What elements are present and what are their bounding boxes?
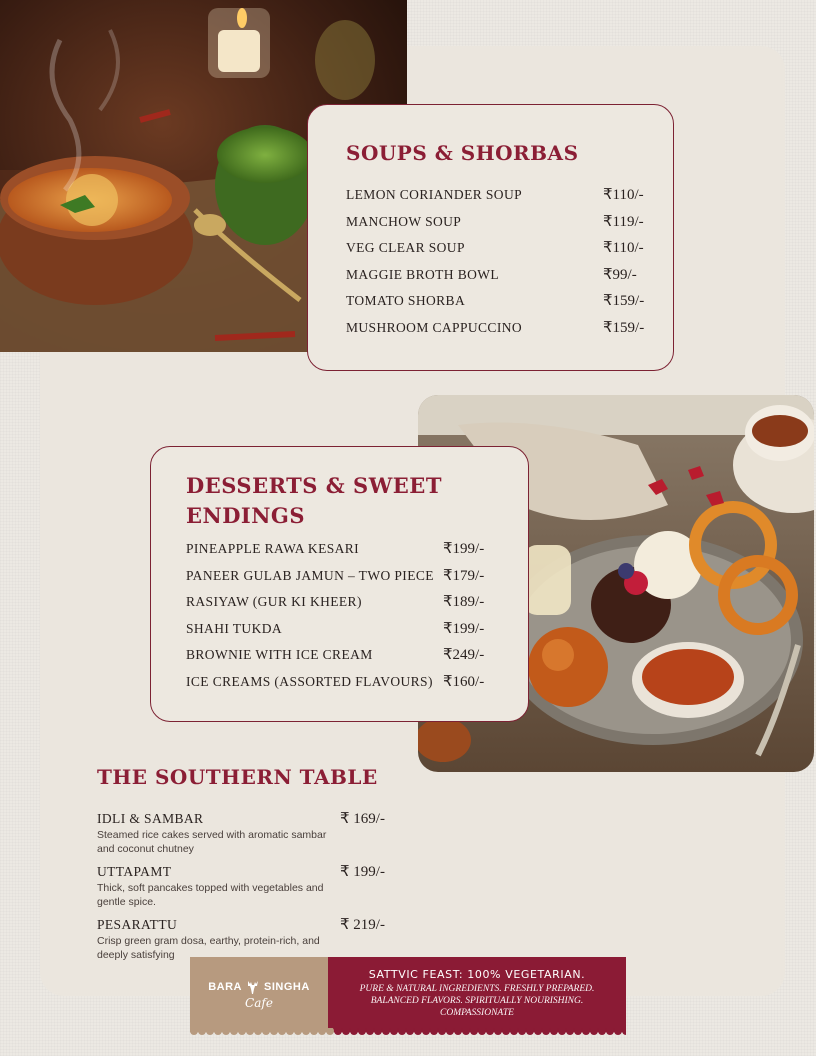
item-price: ₹199/- — [443, 541, 485, 557]
scallop-dot — [478, 1028, 486, 1035]
scallop-dot — [382, 1028, 390, 1035]
item-price: ₹159/- — [603, 319, 645, 336]
item-description: Steamed rice cakes served with aromatic sambar and coconut chutney — [97, 829, 327, 855]
scallop-dot — [390, 1028, 398, 1035]
scallop-dot — [350, 1028, 358, 1035]
scallop-dot — [406, 1028, 414, 1035]
soups-title: SOUPS & SHORBAS — [346, 141, 579, 165]
scallop-dot — [366, 1028, 374, 1035]
item-name: MAGGIE BROTH BOWL — [346, 266, 500, 282]
list-item — [186, 566, 502, 593]
scallop-dot — [542, 1028, 550, 1035]
item-description: Thick, soft pancakes topped with vegetables and gentle spice. — [97, 882, 324, 908]
list-item — [186, 619, 502, 646]
scallop-dot — [614, 1028, 622, 1035]
item-price: ₹119/- — [603, 213, 644, 230]
item-price: ₹ 169/- — [340, 811, 385, 827]
item-price: ₹159/- — [603, 293, 645, 310]
scallop-dot — [510, 1028, 518, 1035]
scallop-dot — [358, 1028, 366, 1035]
scallop-dot — [446, 1028, 454, 1035]
list-item — [346, 212, 647, 239]
item-name: MUSHROOM CAPPUCCINO — [346, 319, 523, 335]
scallop-dot — [526, 1028, 534, 1035]
scallop-dot — [566, 1028, 574, 1035]
list-item — [346, 185, 647, 212]
list-item — [97, 864, 417, 909]
item-name: ICE CREAMS (ASSORTED FLAVOURS) — [186, 673, 433, 689]
scallop-dot — [294, 1028, 302, 1035]
item-name: MANCHOW SOUP — [346, 213, 462, 229]
scallop-dot — [318, 1028, 326, 1035]
scallop-dot — [622, 1028, 626, 1035]
item-price: ₹ 219/- — [340, 917, 385, 933]
footer-subline: PURE & NATURAL INGREDIENTS. FRESHLY PREPARED. BALANCED FLAVORS. SPIRITUALLY NOURISHING. COMPASSIONATE — [359, 984, 595, 1018]
deer-logo-icon — [245, 979, 261, 995]
southern-title: THE SOUTHERN TABLE — [97, 765, 378, 789]
list-item — [346, 238, 647, 265]
item-price: ₹160/- — [443, 673, 485, 690]
footer-banner — [190, 957, 626, 1032]
scallop-dot — [430, 1028, 438, 1035]
item-name: BROWNIE WITH ICE CREAM — [186, 647, 373, 663]
scallop-dot — [246, 1028, 254, 1035]
scallop-dot — [374, 1028, 382, 1035]
scallop-dot — [590, 1028, 598, 1035]
soups-list — [346, 185, 647, 345]
scallop-dot — [214, 1028, 222, 1035]
item-name: TOMATO SHORBA — [346, 293, 466, 309]
soups-card — [307, 104, 674, 371]
list-item — [346, 291, 647, 318]
scallop-dot — [534, 1028, 542, 1035]
scallop-dot — [606, 1028, 614, 1035]
item-name: PANEER GULAB JAMUN – TWO PIECE — [186, 567, 434, 583]
item-price: ₹110/- — [603, 240, 644, 257]
list-item — [97, 811, 417, 856]
item-price: ₹110/- — [603, 187, 644, 203]
item-name: PESARATTU — [97, 917, 178, 932]
item-name: RASIYAW (GUR KI KHEER) — [186, 594, 362, 610]
scallop-dot — [582, 1028, 590, 1035]
list-item — [186, 672, 502, 699]
scallop-dot — [470, 1028, 478, 1035]
desserts-card — [150, 446, 529, 722]
list-item — [97, 917, 417, 962]
scallop-dot — [486, 1028, 494, 1035]
item-name: UTTAPAMT — [97, 864, 172, 879]
scallop-dot — [190, 1028, 198, 1035]
scallop-dot — [454, 1028, 462, 1035]
scallop-dot — [574, 1028, 582, 1035]
scallop-dot — [398, 1028, 406, 1035]
scallop-dot — [518, 1028, 526, 1035]
scallop-dot — [262, 1028, 270, 1035]
logo-word-right: SINGHA — [264, 981, 310, 993]
scallop-dot — [558, 1028, 566, 1035]
scallop-dot — [222, 1028, 230, 1035]
scallop-dot — [502, 1028, 510, 1035]
scallop-dot — [598, 1028, 606, 1035]
scallop-dot — [550, 1028, 558, 1035]
scallop-dot — [494, 1028, 502, 1035]
southern-section — [97, 765, 417, 970]
cafe-logo — [190, 957, 328, 1032]
footer-message — [328, 957, 626, 1032]
scallop-dot — [206, 1028, 214, 1035]
item-description: Crisp green gram dosa, earthy, protein-rich, and deeply satisfying — [97, 935, 320, 961]
list-item — [186, 592, 502, 619]
logo-wordmark — [208, 979, 310, 995]
list-item — [186, 539, 502, 566]
scallop-dot — [438, 1028, 446, 1035]
item-name: VEG CLEAR SOUP — [346, 240, 465, 256]
list-item — [346, 265, 647, 292]
item-price: ₹ 199/- — [340, 864, 385, 880]
scallop-dot — [310, 1028, 318, 1035]
scallop-dot — [230, 1028, 238, 1035]
logo-sub: Cafe — [245, 996, 273, 1010]
item-price: ₹189/- — [443, 594, 485, 611]
list-item — [346, 318, 647, 345]
item-price: ₹99/- — [603, 266, 637, 283]
item-price: ₹199/- — [443, 620, 485, 637]
list-item — [186, 645, 502, 672]
scallop-dot — [302, 1028, 310, 1035]
desserts-title: DESSERTS & SWEET ENDINGS — [186, 473, 442, 528]
item-name: PINEAPPLE RAWA KESARI — [186, 541, 360, 556]
item-name: SHAHI TUKDA — [186, 620, 283, 636]
item-price: ₹179/- — [443, 567, 485, 584]
scallop-dot — [334, 1028, 342, 1035]
scallop-dot — [422, 1028, 430, 1035]
logo-word-left: BARA — [208, 981, 242, 993]
banner-scallop-edge — [190, 1028, 626, 1036]
scallop-dot — [342, 1028, 350, 1035]
scallop-dot — [198, 1028, 206, 1035]
item-name: LEMON CORIANDER SOUP — [346, 187, 523, 202]
scallop-dot — [270, 1028, 278, 1035]
scallop-dot — [462, 1028, 470, 1035]
scallop-dot — [254, 1028, 262, 1035]
scallop-dot — [414, 1028, 422, 1035]
scallop-dot — [278, 1028, 286, 1035]
item-price: ₹249/- — [443, 647, 485, 664]
scallop-dot — [286, 1028, 294, 1035]
scallop-dot — [238, 1028, 246, 1035]
desserts-list — [186, 539, 502, 699]
item-name: IDLI & SAMBAR — [97, 811, 204, 826]
footer-headline: SATTVIC FEAST: 100% VEGETARIAN. — [368, 968, 586, 981]
scallop-dot — [326, 1028, 334, 1035]
